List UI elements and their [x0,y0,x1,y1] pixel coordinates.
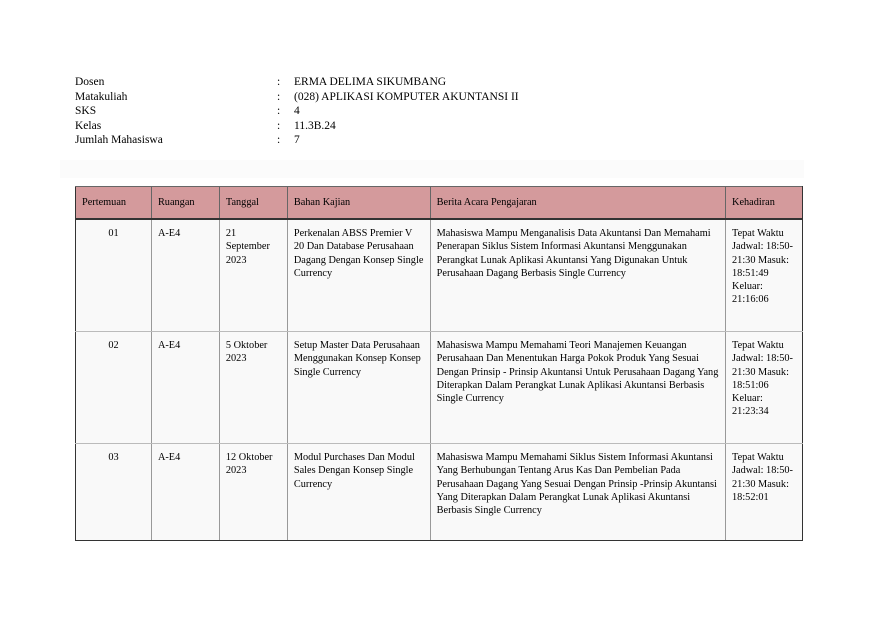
cell-berita-acara: Mahasiswa Mampu Memahami Teori Manajemen Keuangan Perusahaan Dan Menentukan Harga Pokok Produk Yang Sesuai Dengan Prinsip - Prinsip Akuntansi Untuk Perusahaan Dagang Yang Diterapkan Dalam Perangkat Lunak Aplikasi Akuntansi Berbasis Single Currency [430,332,725,444]
info-label: SKS [75,105,97,117]
info-value-dosen: ERMA DELIMA SIKUMBANG [294,76,447,88]
column-header-bahan-kajian: Bahan Kajian [287,187,430,220]
divider-band [60,160,804,178]
column-header-berita-acara: Berita Acara Pengajaran [430,187,725,220]
cell-berita-acara: Mahasiswa Mampu Menganalisis Data Akuntansi Dan Memahami Penerapan Siklus Sistem Informasi Akuntansi Menggunakan Perangkat Lunak Aplikasi Akuntansi Yang Digunakan Untuk Perusahaan Dagang Berbasis Single Currency [430,219,725,332]
info-label: Dosen [75,76,105,88]
info-row-dosen [75,75,519,90]
info-label: Matakuliah [75,90,128,103]
cell-kehadiran: Tepat Waktu Jadwal: 18:50-21:30 Masuk: 18:51:49 Keluar: 21:16:06 [726,219,803,332]
info-separator: : [277,105,281,117]
info-value-kelas: 11.3B.24 [294,119,336,132]
table-header-row [76,187,803,220]
info-value-sks: 4 [294,105,300,117]
info-separator: : [277,90,281,103]
attendance-table [75,186,803,541]
info-row-jumlah-mahasiswa [75,133,519,148]
cell-ruangan: A-E4 [151,219,219,332]
course-info [75,75,519,148]
cell-tanggal: 5 Oktober 2023 [219,332,287,444]
info-value-matakuliah: (028) APLIKASI KOMPUTER AKUNTANSI II [294,90,519,103]
cell-pertemuan: 03 [76,444,152,541]
column-header-tanggal: Tanggal [219,187,287,220]
cell-bahan-kajian: Setup Master Data Perusahaan Menggunakan Konsep Konsep Single Currency [287,332,430,444]
cell-berita-acara: Mahasiswa Mampu Memahami Siklus Sistem Informasi Akuntansi Yang Berhubungan Tentang Arus Kas Dan Pembelian Pada Perusahaan Dagang Yang Sesuai Dengan Prinsip -Prinsip Akuntansi Yang Diterapkan Dalam Perangkat Lunak Aplikasi Akuntansi Berbasis Single Currency [430,444,725,541]
cell-ruangan: A-E4 [151,332,219,444]
info-separator: : [277,134,281,146]
info-label: Kelas [75,119,102,132]
cell-ruangan: A-E4 [151,444,219,541]
info-row-kelas [75,119,519,134]
table-row [76,444,803,541]
column-header-pertemuan: Pertemuan [76,187,152,220]
table-row [76,332,803,444]
info-separator: : [277,119,281,132]
cell-bahan-kajian: Modul Purchases Dan Modul Sales Dengan Konsep Single Currency [287,444,430,541]
cell-tanggal: 12 Oktober 2023 [219,444,287,541]
info-separator: : [277,76,281,88]
cell-bahan-kajian: Perkenalan ABSS Premier V 20 Dan Database Perusahaan Dagang Dengan Konsep Single Currency [287,219,430,332]
info-row-sks [75,104,519,119]
cell-kehadiran: Tepat Waktu Jadwal: 18:50-21:30 Masuk: 18:52:01 [726,444,803,541]
info-value-jumlah-mahasiswa: 7 [294,134,300,146]
cell-tanggal: 21 September 2023 [219,219,287,332]
column-header-ruangan: Ruangan [151,187,219,220]
info-label: Jumlah Mahasiswa [75,134,163,146]
info-row-matakuliah [75,90,519,105]
cell-pertemuan: 01 [76,219,152,332]
cell-pertemuan: 02 [76,332,152,444]
cell-kehadiran: Tepat Waktu Jadwal: 18:50-21:30 Masuk: 18:51:06 Keluar: 21:23:34 [726,332,803,444]
column-header-kehadiran: Kehadiran [726,187,803,220]
table-row [76,219,803,332]
